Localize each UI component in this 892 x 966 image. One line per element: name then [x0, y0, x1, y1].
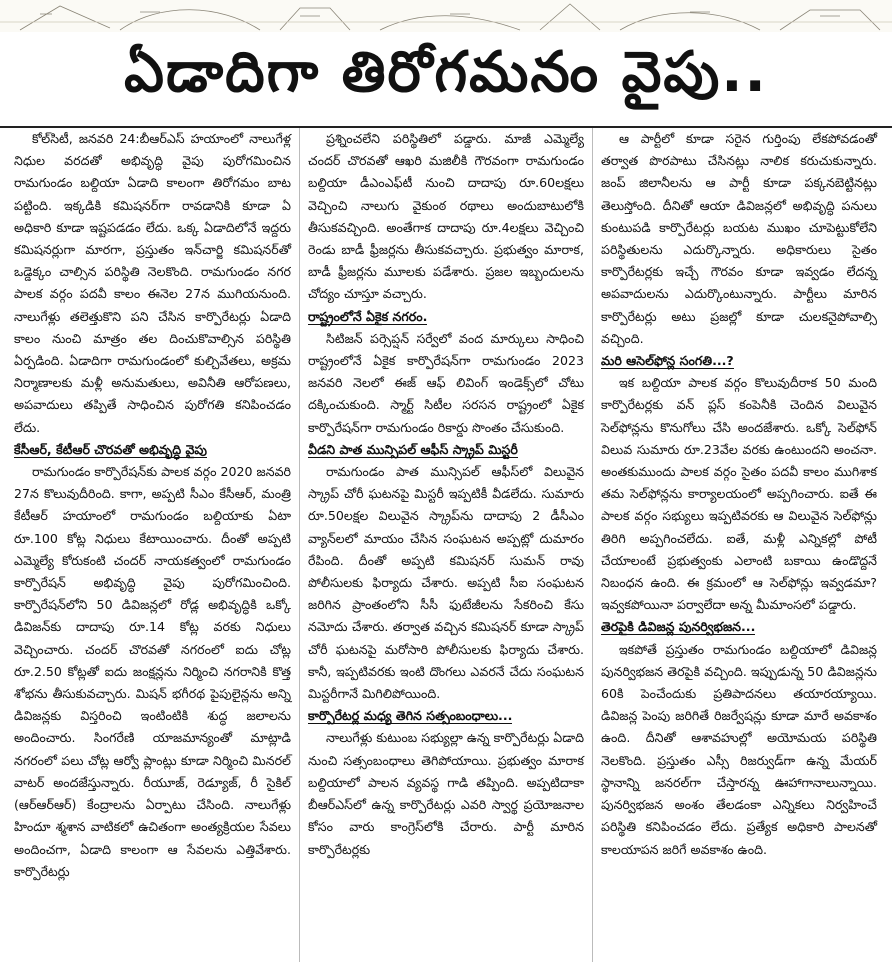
paragraph: ఆ పార్టీలో కూడా సరైన గుర్తింపు లేకపోవడంతో తర్వాత పొరపాటు చేసినట్లు నాలిక కరుచుకున్నారు. జంప్‌ జిలానీలను ఆ పార్టీ కూడా పక్కనబెట్టినట్లు తెలుస్తోంది. దీనితో ఆయా డివిజన్లలో అభివృద్ధి పనులు కుంటుపడి కార్పొరేటర్లు బయట ముఖం చూపెట్టుకోలేని పరిస్థితులను ఎదుర్కొన్నారు. అధికారులు సైతం కార్పొరేటర్లకు ఇచ్చే గౌరవం కూడా ఇవ్వడం లేదన్న అపవాదులను ఎదుర్కొంటున్నారు. పార్టీలు మారిన కార్పొరేటర్లు అటు ప్రజల్లో కూడా చులకనైపోవాల్సి వచ్చింది.: [601, 131, 877, 346]
header-sketch-illustration: [0, 0, 892, 32]
article-column-3: [592, 128, 885, 962]
subheading: మరి ఆసెల్‌ఫోన్ల సంగతి...?: [601, 353, 734, 369]
paragraph: రామగుండం పాత మున్సిపల్‌ ఆఫీస్‌లో విలువైన స్క్రాప్‌ చోరీ ఘటనపై మిస్టరీ ఇప్పటికీ వీడలేదు. సుమారు రూ.50లక్షల విలువైన స్క్రాప్‌ను దాదాపు 2 డీసీఎం వ్యాన్‌లలో మాయం చేసిన సంఘటన అప్పట్లో దుమారం రేపింది. దీంతో అప్పటి కమిషనర్‌ సుమన్‌ రావు పోలీసులకు ఫిర్యాదు చేశారు. అప్పటి సీఐ సంఘటన జరిగిన ప్రాంతంలోని సీసీ ఫుటేజీలను సేకరించి కేసు నమోదు చేశారు. తర్వాత వచ్చిన కమిషనర్‌ కూడా స్క్రాప్‌ చోరీ ఘటనపై మరోసారి పోలీసులకు ఫిర్యాదు చేశారు. కానీ, ఇప్పటివరకు ఇంటి దొంగలు ఎవరనే చేదు సంఘటన మిస్టరీగానే మిగిలిపోయింది.: [308, 464, 584, 702]
paragraph: ప్రశ్నించలేని పరిస్థితిలో పడ్డారు. మాజీ ఎమ్మెల్యే చందర్‌ చొరవతో ఆఖరి మజిలీకి గౌరవంగా రామగుండం బల్దియా డీఎంఎఫ్‌టీ నుంచి దాదాపు రూ.60లక్షలు వెచ్చించి నాలుగు వైకుంఠ రథాలు అందుబాటులోకి తీసుకవచ్చింది. అంతేగాక దాదాపు రూ.4లక్షలు వెచ్చించి రెండు బాడీ ఫ్రీజర్లను తీసుకవచ్చారు. ప్రభుత్వం మారాక, బాడీ ఫ్రీజర్లను మూలకు పడేశారు. ప్రజల ఇబ్బందులను చోద్యం చూస్తూ వచ్చారు.: [308, 131, 584, 302]
paragraph: నాలుగేళ్లు కుటుంబ సభ్యుల్లా ఉన్న కార్పొరేటర్లు ఏడాది నుంచి సత్సంబంధాలు తెగిపోయాయి. ప్రభుత్వం మారాక బల్దియాలో పాలన వ్యవస్థ గాడి తప్పింది. అప్పటిదాకా బీఆర్‌ఎస్‌లో ఉన్న కార్పొరేటర్లు ఎవరి స్వార్థ ప్రయోజనాల కోసం వారు కాంగ్రెస్‌లోకి చేరారు. పార్టీ మారిన కార్పొరేటర్లకు: [308, 730, 584, 857]
subheading: కార్పొరేటర్ల మధ్య తెగిన సత్సంబంధాలు...: [308, 708, 513, 724]
subheading: కేసీఆర్‌, కేటీఆర్‌ చొరవతో అభివృద్ధి వైపు: [14, 441, 208, 457]
subheading: తెరపైకి డివిజన్ల పునర్విభజన...: [601, 619, 756, 635]
paragraph: రామగుండం కార్పొరేషన్‌కు పాలక వర్గం 2020 జనవరి 27న కొలువుదీరింది. కాగా, అప్పటి సీఎం కేసీఆర్‌, మంత్రి కేటీఆర్‌ హయాంలో రామగుండం బల్దియాకు ఏటా రూ.100 కోట్ల నిధులు కేటాయించారు. దీంతో అప్పటి ఎమ్మెల్యే కోరుకంటి చందర్‌ నాయకత్వంలో రామగుండం కార్పొరేషన్‌ అభివృద్ధి వైపు పురోగమించింది. కార్పొరేషన్‌లోని 50 డివిజన్లలో రోడ్ల అభివృద్ధికి ఒక్కో డివిజన్‌కు దాదాపు రూ.14 కోట్ల వరకు నిధులు వెచ్చించారు. చందర్‌ చొరవతో నగరంలో ఐదు చోట్ల రూ.2.50 కోట్లతో ఐదు జంక్షన్లను నిర్మించి నగరానికి కొత్త శోభను తీసుకువచ్చారు. మిషన్‌ భగీరథ పైపులైన్లను అన్ని డివిజన్లకు విస్తరించి ఇంటింటికి శుద్ధ జలాలను అందించారు. సింగరేణి యాజమాన్యంతో మాట్లాడి నగరంలో పలు చోట్ల ఆర్వో ప్లాంట్లు కూడా నిర్మించి మినరల్‌ వాటర్‌ అందజేస్తున్నారు. రీయూజ్‌, రెడ్యూజ్‌, రీ సైకిల్‌ (ఆర్‌ఆర్‌ఆర్‌) కేంద్రాలను ఏర్పాటు చేసింది. నాలుగేళ్లు హిందూ శ్మశాన వాటికలో ఉచితంగా అంత్యక్రియల సేవలు అందించగా, ఏడాది కాలంగా ఆ సేవలను ఎత్తివేశారు. కార్పొరేటర్లు: [14, 464, 291, 879]
subheading: రాష్ట్రంలోనే ఏకైక నగరం.: [308, 308, 428, 324]
paragraph: ఇక బల్దియా పాలక వర్గం కొలువుదీరాక 50 మంది కార్పొరేటర్లకు వన్‌ ప్లస్‌ కంపెనీకి చెందిన విలువైన సెల్‌ఫోన్లను కొనుగోలు చేసి అందజేశారు. ఒక్కో సెల్‌ఫోన్‌ విలువ సుమారు రూ.23వేల వరకు ఉంటుందని అంచనా. అంతకుముందు పాలక వర్గం సైతం పదవీ కాలం ముగిశాక తమ సెల్‌ఫోన్లను కార్యాలయంలో అప్పగించారు. ఐతే ఈ పాలక వర్గం సభ్యులు ఇప్పటివరకు ఆ విలువైన సెల్‌ఫోన్లు తిరిగి అప్పగించలేదు. ఐతే, మళ్లీ ఎన్నికల్లో పోటీ చేయాలంటే ప్రభుత్వంకు ఎలాంటి బకాయి ఉండొద్దనే నిబంధన ఉంది. ఈ క్రమంలో ఆ సెల్‌ఫోన్లు ఇవ్వడమా? ఇవ్వకపోయినా పర్వాలేదా అన్న మీమాంసలో పడ్డారు.: [601, 375, 877, 613]
paragraph: ఇకపోతే ప్రస్తుతం రామగుండం బల్దియాలో డివిజన్ల పునర్విభజన తెరపైకి వచ్చింది. ఇప్పుడున్న 50 డివిజన్లను 60కి పెంచేందుకు ప్రతిపాదనలు తయారయ్యాయి. డివిజన్ల పెంపు జరిగితే రిజర్వేషన్లు కూడా మారే అవకాశం ఉంది. దీనితో ఆశావహుల్లో అయోమయ పరిస్థితి నెలకొంది. ప్రస్తుతం ఎస్సీ రిజర్వుడ్‌గా ఉన్న మేయర్‌ స్థానాన్ని జనరల్‌గా చేస్తారన్న ఊహాగానాలున్నాయి. పునర్విభజన అంశం తేలడంకా ఎన్నికలు నిర్వహించే పరిస్థితి కనిపించడం లేదు. ప్రత్యేక అధికారి పాలనతో కాలయాపన జరిగే అవకాశం ఉంది.: [601, 641, 877, 857]
article-headline: ఏడాదిగా తిరోగమనం వైపు..: [124, 39, 768, 105]
paragraph: కోల్‌సిటీ, జనవరి 24:బీఆర్‌ఎస్‌ హయాంలో నాలుగేళ్ల నిధుల వరదతో అభివృద్ధి వైపు పురోగమించిన రామగుండం బల్దియా ఏడాది కాలంగా తిరోగమం బాట పట్టింది. ఇక్కడికి కమిషనర్‌గా రావడానికి కూడా ఏ అధికారి కూడా ఇష్టపడడం లేదు. ఒక్క ఏడాదిలోనే ఇద్దరు కమిషనర్లుగా మారగా, ప్రస్తుతం ఇన్‌చార్జి కమిషనర్‌తో ఒడ్డెక్కం చాల్సిన పరిస్థితి నెలకొంది. రామగుండం నగర పాలక వర్గం పదవీ కాలం ఈనెల 27న ముగియనుంది. నాలుగేళ్లు తలెత్తుకొని పని చేసిన కార్పొరేటర్లు ఏడాది కాలం నుంచి మాత్రం తల దించుకొవాల్సిన పరిస్థితి ఏర్పడింది. ఏడాదిగా రామగుండంలో కుల్చివేతలు, అక్రమ నిర్మాణాలకు మళ్లీ అనుమతులు, అవినీతి ఆరోపణలు, అపవాదులు తప్పితే సాధించిన పురోగతి కనిపించడం లేదు.: [14, 131, 291, 435]
subheading: వీడని పాత మున్సిపల్‌ ఆఫీస్‌ స్క్రాప్‌ మిస్టరీ: [308, 441, 518, 457]
article-body: [6, 128, 886, 962]
article-column-1: [6, 128, 299, 962]
article-column-2: [299, 128, 592, 962]
paragraph: సిటిజన్‌ పర్సెప్షన్‌ సర్వేలో వంద మార్కులు సాధించి రాష్ట్రంలోనే ఏకైక కార్పొరేషన్‌గా రామగుండం 2023 జనవరి నెలలో ఈజ్‌ ఆఫ్‌ లివింగ్‌ ఇండెక్స్‌లో చోటు దక్కించుకుంది. స్మార్ట్‌ సిటీల సరసన రాష్ట్రంలో ఏకైక కార్పొరేషన్‌గా రామగుండం రికార్డు సొంతం చేసుకుంది.: [308, 330, 584, 435]
